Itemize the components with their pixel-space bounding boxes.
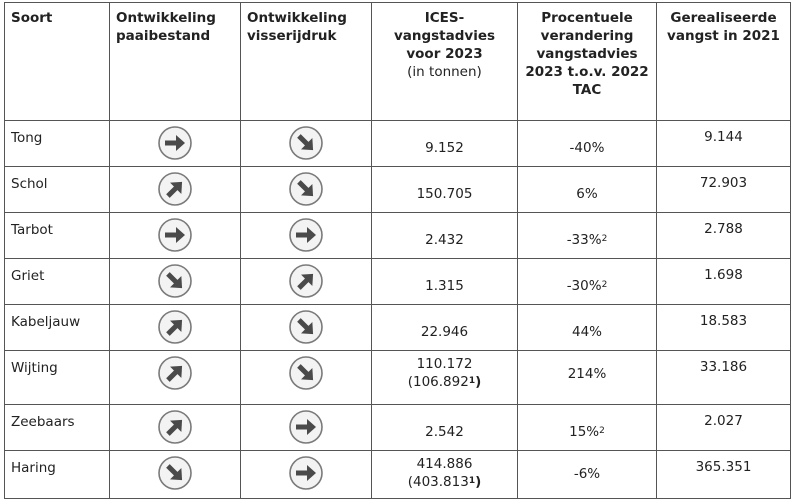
vangstadvies-cell bbox=[372, 121, 518, 167]
visserijdruk-cell bbox=[241, 351, 372, 405]
visserijdruk-cell bbox=[241, 405, 372, 451]
percent-change-value: -40% bbox=[569, 140, 605, 156]
footnote-marker: 2 bbox=[601, 234, 608, 244]
vangstadvies-value: 414.886 bbox=[416, 456, 473, 472]
paaibestand-cell bbox=[110, 213, 241, 259]
percent-change-value: -6% bbox=[573, 466, 601, 482]
gerealiseerde-vangst-cell: 33.186 bbox=[657, 351, 791, 405]
closing-paren: ) bbox=[475, 374, 482, 390]
vangstadvies-previous bbox=[372, 373, 517, 391]
percent-change-value: 6% bbox=[576, 186, 598, 202]
header-vangstadvies bbox=[372, 3, 518, 121]
species-cell: Tong bbox=[5, 121, 110, 167]
header-row bbox=[5, 3, 791, 121]
header-advies-line2: vangstadvies bbox=[393, 28, 496, 44]
gerealiseerde-vangst-cell: 9.144 bbox=[657, 121, 791, 167]
arrow-right-icon bbox=[288, 409, 324, 445]
vangstadvies-cell bbox=[372, 405, 518, 451]
table-row bbox=[5, 213, 791, 259]
footnote-marker: 2 bbox=[601, 280, 608, 290]
header-visserijdruk: Ontwikkeling visserijdruk bbox=[241, 3, 372, 121]
table-row bbox=[5, 405, 791, 451]
percent-change-cell bbox=[518, 305, 657, 351]
percent-change-value: 44% bbox=[571, 324, 602, 340]
species-cell: Haring bbox=[5, 451, 110, 499]
arrow-up-right-icon bbox=[157, 171, 193, 207]
arrow-up-right-icon bbox=[288, 263, 324, 299]
percent-change-cell bbox=[518, 167, 657, 213]
visserijdruk-cell bbox=[241, 213, 372, 259]
header-gerealiseerde-vangst: Gerealiseerde vangst in 2021 bbox=[657, 3, 791, 121]
visserijdruk-cell bbox=[241, 121, 372, 167]
table-row bbox=[5, 167, 791, 213]
arrow-up-right-icon bbox=[157, 355, 193, 391]
gerealiseerde-vangst-cell: 2.788 bbox=[657, 213, 791, 259]
paaibestand-cell bbox=[110, 167, 241, 213]
percent-change-value: -30% bbox=[566, 278, 602, 294]
table-row bbox=[5, 451, 791, 499]
arrow-up-right-icon bbox=[157, 309, 193, 345]
percent-change-value: 214% bbox=[567, 366, 607, 382]
vangstadvies-value: 110.172 bbox=[416, 356, 473, 372]
arrow-up-right-icon bbox=[157, 409, 193, 445]
percent-change-value: 15% bbox=[569, 424, 600, 440]
vangstadvies-value: 22.946 bbox=[420, 324, 469, 340]
vangstadvies-value: 1.315 bbox=[425, 278, 464, 294]
percent-change-value: -33% bbox=[566, 232, 602, 248]
gerealiseerde-vangst-cell: 18.583 bbox=[657, 305, 791, 351]
closing-paren: ) bbox=[475, 474, 482, 490]
arrow-down-right-icon bbox=[288, 171, 324, 207]
paaibestand-cell bbox=[110, 259, 241, 305]
species-cell: Schol bbox=[5, 167, 110, 213]
gerealiseerde-vangst-cell: 72.903 bbox=[657, 167, 791, 213]
species-cell: Tarbot bbox=[5, 213, 110, 259]
table-row bbox=[5, 121, 791, 167]
vangstadvies-value: 2.542 bbox=[425, 424, 464, 440]
paaibestand-cell bbox=[110, 305, 241, 351]
visserijdruk-cell bbox=[241, 167, 372, 213]
species-cell: Kabeljauw bbox=[5, 305, 110, 351]
footnote-marker: 2 bbox=[599, 426, 605, 436]
arrow-right-icon bbox=[288, 455, 324, 491]
paaibestand-cell bbox=[110, 451, 241, 499]
percent-change-cell bbox=[518, 121, 657, 167]
fish-stock-table bbox=[4, 2, 791, 499]
vangstadvies-cell bbox=[372, 351, 518, 405]
arrow-down-right-icon bbox=[288, 309, 324, 345]
vangstadvies-value: 150.705 bbox=[416, 186, 473, 202]
percent-change-cell bbox=[518, 259, 657, 305]
vangstadvies-cell bbox=[372, 451, 518, 499]
visserijdruk-cell bbox=[241, 305, 372, 351]
arrow-down-right-icon bbox=[288, 125, 324, 161]
header-paaibestand: Ontwikkeling paaibestand bbox=[110, 3, 241, 121]
header-advies-unit: (in tonnen) bbox=[407, 64, 482, 80]
arrow-down-right-icon bbox=[288, 355, 324, 391]
arrow-down-right-icon bbox=[157, 455, 193, 491]
header-procentuele-verandering: Procentuele verandering vangstadvies 2023 t.o.v. 2022 TAC bbox=[518, 3, 657, 121]
vangstadvies-cell bbox=[372, 259, 518, 305]
visserijdruk-cell bbox=[241, 451, 372, 499]
arrow-right-icon bbox=[157, 125, 193, 161]
table-row bbox=[5, 351, 791, 405]
header-advies-line3: voor 2023 bbox=[406, 46, 483, 62]
paaibestand-cell bbox=[110, 405, 241, 451]
header-soort: Soort bbox=[5, 3, 110, 121]
paaibestand-cell bbox=[110, 351, 241, 405]
vangstadvies-cell bbox=[372, 305, 518, 351]
percent-change-cell bbox=[518, 213, 657, 259]
header-advies-line1: ICES- bbox=[424, 10, 465, 26]
vangstadvies-previous-value: (403.813 bbox=[407, 474, 469, 490]
vangstadvies-value: 9.152 bbox=[425, 140, 464, 156]
vangstadvies-cell bbox=[372, 213, 518, 259]
arrow-down-right-icon bbox=[157, 263, 193, 299]
vangstadvies-previous-value: (106.892 bbox=[407, 374, 469, 390]
footnote-marker: 1 bbox=[468, 376, 476, 386]
paaibestand-cell bbox=[110, 121, 241, 167]
footnote-marker: 1 bbox=[468, 476, 476, 486]
percent-change-cell bbox=[518, 351, 657, 405]
gerealiseerde-vangst-cell: 1.698 bbox=[657, 259, 791, 305]
vangstadvies-previous bbox=[372, 473, 517, 491]
visserijdruk-cell bbox=[241, 259, 372, 305]
table-row bbox=[5, 305, 791, 351]
gerealiseerde-vangst-cell: 365.351 bbox=[657, 451, 791, 499]
table-row bbox=[5, 259, 791, 305]
percent-change-cell bbox=[518, 451, 657, 499]
species-cell: Griet bbox=[5, 259, 110, 305]
percent-change-cell bbox=[518, 405, 657, 451]
vangstadvies-value: 2.432 bbox=[425, 232, 464, 248]
species-cell: Zeebaars bbox=[5, 405, 110, 451]
gerealiseerde-vangst-cell: 2.027 bbox=[657, 405, 791, 451]
arrow-right-icon bbox=[288, 217, 324, 253]
species-cell: Wijting bbox=[5, 351, 110, 405]
vangstadvies-cell bbox=[372, 167, 518, 213]
arrow-right-icon bbox=[157, 217, 193, 253]
